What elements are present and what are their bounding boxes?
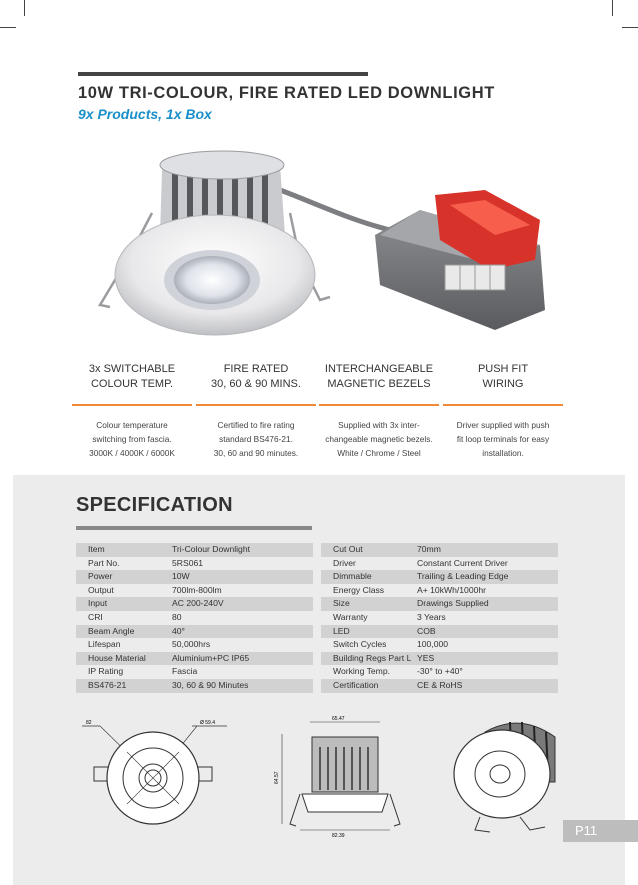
dim-bottom-label: 82.39 xyxy=(332,833,345,839)
spec-key: Power xyxy=(88,571,113,582)
spec-value: YES xyxy=(417,652,435,663)
spec-value: AC 200-240V xyxy=(172,598,224,609)
spec-key: BS476-21 xyxy=(88,679,127,690)
spec-row xyxy=(76,543,313,557)
spec-table-left xyxy=(76,543,313,693)
spec-key: House Material xyxy=(88,652,146,663)
spec-key: Output xyxy=(88,584,114,595)
spec-value: 10W xyxy=(172,571,190,582)
spec-value: -30° to +40° xyxy=(417,666,463,677)
spec-value: Constant Current Driver xyxy=(417,557,508,568)
spec-value: Trailing & Leading Edge xyxy=(417,571,509,582)
spec-value: Aluminium+PC IP65 xyxy=(172,652,250,663)
spec-key: Driver xyxy=(333,557,356,568)
dim-outer-label: 82 xyxy=(86,720,92,726)
spec-row xyxy=(321,625,558,639)
spec-value: CE & RoHS xyxy=(417,679,463,690)
spec-value: 30, 60 & 90 Minutes xyxy=(172,679,249,690)
feature-desc: 30, 60 and 90 minutes. xyxy=(213,448,299,458)
spec-row xyxy=(321,597,558,611)
spec-key: Energy Class xyxy=(333,584,385,595)
side-view-drawing xyxy=(270,712,420,842)
feature-desc: Certified to fire rating xyxy=(217,420,295,430)
feature-wiring xyxy=(443,362,563,460)
feature-colour-temp xyxy=(72,362,192,460)
spec-row xyxy=(76,597,313,611)
spec-row xyxy=(76,679,313,693)
spec-value: Drawings Supplied xyxy=(417,598,489,609)
crop-mark xyxy=(0,27,16,28)
spec-row xyxy=(321,584,558,598)
spec-table-right xyxy=(321,543,558,693)
spec-key: IP Rating xyxy=(88,666,124,677)
feature-heading: INTERCHANGEABLE xyxy=(324,363,434,375)
feature-heading: WIRING xyxy=(482,378,524,390)
specification-rule xyxy=(76,526,312,530)
feature-heading: 30, 60 & 90 MINS. xyxy=(211,378,301,390)
top-view-drawing xyxy=(72,712,232,837)
feature-desc: Colour temperature xyxy=(96,420,168,430)
spec-value: 100,000 xyxy=(417,639,449,650)
page-title: 10W TRI-COLOUR, FIRE RATED LED DOWNLIGHT xyxy=(78,84,495,102)
perspective-drawing xyxy=(450,712,565,837)
spec-key: Certification xyxy=(333,679,379,690)
feature-heading: PUSH FIT xyxy=(477,363,529,375)
spec-value: 70mm xyxy=(417,544,441,554)
spec-key: Dimmable xyxy=(333,571,372,582)
spec-row xyxy=(76,638,313,652)
spec-row xyxy=(321,611,558,625)
feature-desc: 3000K / 4000K / 6000K xyxy=(89,448,175,458)
spec-row xyxy=(76,570,313,584)
spec-row xyxy=(76,652,313,666)
spec-key: Part No. xyxy=(88,557,120,568)
spec-key: Input xyxy=(88,598,108,609)
spec-value: 700lm-800lm xyxy=(172,584,222,595)
feature-desc: Driver supplied with push xyxy=(456,420,550,430)
feature-desc: Supplied with 3x inter- xyxy=(338,420,420,430)
crop-mark xyxy=(612,0,613,16)
spec-key: Building Regs Part L xyxy=(333,652,412,663)
spec-key: Working Temp. xyxy=(333,666,390,677)
spec-row xyxy=(76,625,313,639)
spec-key: Lifespan xyxy=(88,639,121,650)
specification-title: SPECIFICATION xyxy=(76,494,233,516)
feature-rule xyxy=(319,404,439,406)
spec-value: 5RS061 xyxy=(172,557,204,568)
feature-rule xyxy=(72,404,192,406)
feature-desc: installation. xyxy=(482,448,524,458)
spec-row xyxy=(321,543,558,557)
feature-desc: switching from fascia. xyxy=(92,434,172,444)
page-number-tab: P11 xyxy=(563,820,638,842)
spec-key: LED xyxy=(333,625,350,636)
feature-rule xyxy=(196,404,316,406)
title-rule xyxy=(78,72,368,76)
spec-row xyxy=(321,679,558,693)
crop-mark xyxy=(24,0,25,16)
spec-value: Fascia xyxy=(172,666,198,677)
dim-height-label: 64.57 xyxy=(274,771,280,784)
feature-rule xyxy=(443,404,563,406)
spec-value: COB xyxy=(417,625,436,636)
spec-key: Warranty xyxy=(333,611,368,622)
spec-value: 3 Years xyxy=(417,611,446,622)
feature-desc: standard BS476-21. xyxy=(219,434,293,444)
spec-row xyxy=(321,557,558,571)
spec-row xyxy=(321,570,558,584)
spec-row xyxy=(76,611,313,625)
page-subtitle: 9x Products, 1x Box xyxy=(78,106,212,122)
spec-key: Cut Out xyxy=(333,544,363,554)
spec-row xyxy=(76,584,313,598)
product-image xyxy=(90,135,560,350)
spec-value: 80 xyxy=(172,611,182,622)
feature-heading: FIRE RATED xyxy=(223,363,289,375)
dim-top-label: 65.47 xyxy=(332,716,345,722)
dim-inner-label: Ø 59.4 xyxy=(200,720,216,726)
spec-key: Item xyxy=(88,544,105,554)
feature-fire-rated xyxy=(196,362,316,460)
spec-value: 50,000hrs xyxy=(172,639,211,650)
spec-value: 40° xyxy=(172,625,185,636)
spec-row xyxy=(321,652,558,666)
feature-heading: 3x SWITCHABLE xyxy=(88,363,176,375)
spec-key: Size xyxy=(333,598,350,609)
spec-value: Tri-Colour Downlight xyxy=(172,544,251,554)
spec-key: Switch Cycles xyxy=(333,639,387,650)
feature-desc: changeable magnetic bezels. xyxy=(325,434,433,444)
feature-desc: fit loop terminals for easy xyxy=(456,434,550,444)
crop-mark xyxy=(622,27,638,28)
spec-row xyxy=(76,665,313,679)
spec-key: Beam Angle xyxy=(88,625,135,636)
spec-value: A+ 10kWh/1000hr xyxy=(417,584,487,595)
spec-key: CRI xyxy=(88,611,103,622)
spec-row xyxy=(76,557,313,571)
feature-heading: COLOUR TEMP. xyxy=(90,378,174,390)
spec-row xyxy=(321,665,558,679)
feature-heading: MAGNETIC BEZELS xyxy=(327,378,431,390)
feature-bezels xyxy=(319,362,439,460)
spec-row xyxy=(321,638,558,652)
feature-desc: White / Chrome / Steel xyxy=(337,448,421,458)
